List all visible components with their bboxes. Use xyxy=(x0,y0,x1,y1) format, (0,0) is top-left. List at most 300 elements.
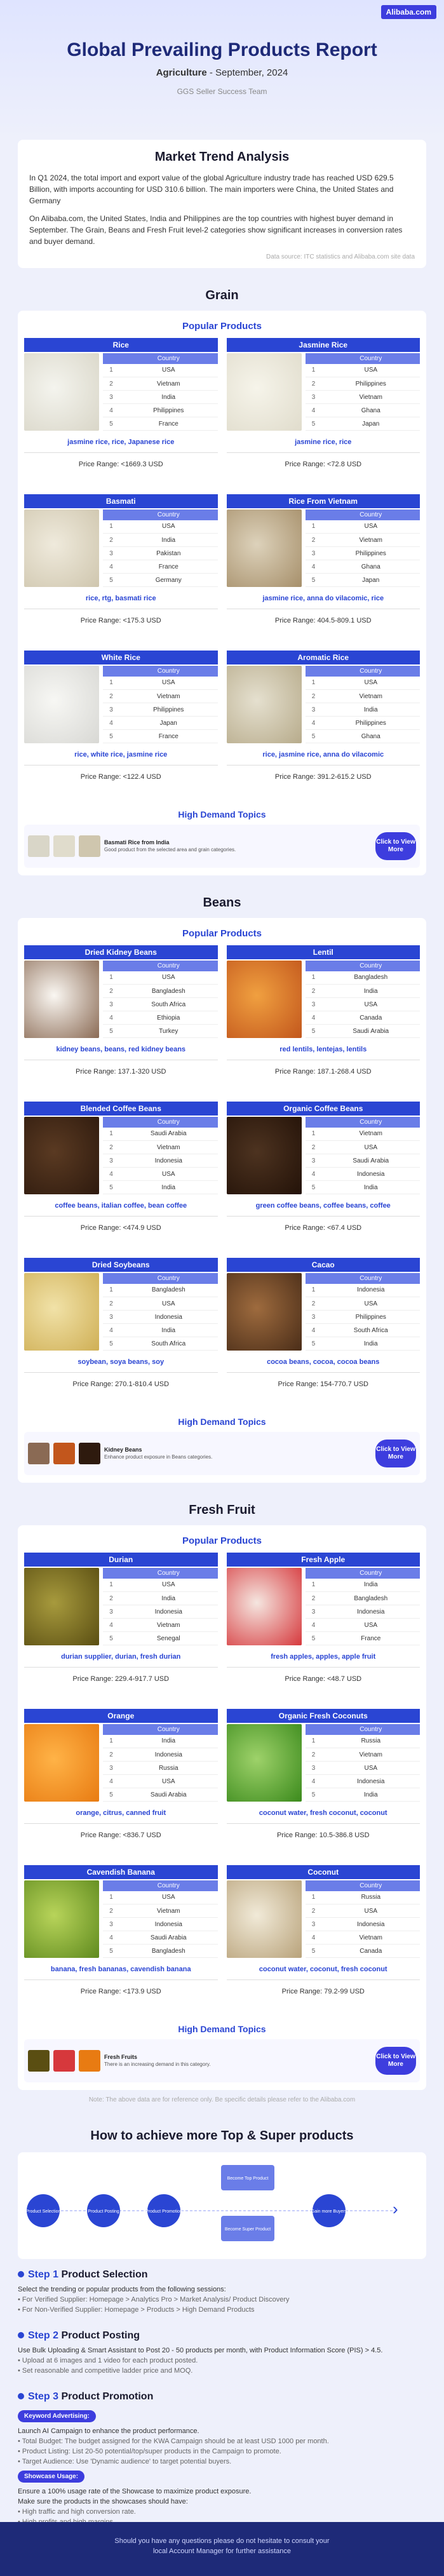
country-cell: Indonesia xyxy=(119,1605,218,1619)
country-cell: Bangladesh xyxy=(119,1945,218,1958)
flow-label-6: Gain more Buyers xyxy=(311,2209,347,2214)
product-image xyxy=(227,1273,302,1351)
table-row: 3 India xyxy=(306,703,420,717)
country-header: Country xyxy=(119,509,218,520)
sc-item-b: • High traffic and high conversion rate. xyxy=(18,2508,136,2516)
country-cell: Vietnam xyxy=(322,1748,420,1762)
country-header: Country xyxy=(322,1880,420,1891)
price-range: Price Range: 229.4-917.7 USD xyxy=(72,1675,170,1683)
product-keywords[interactable]: coconut water, fresh coconut, coconut xyxy=(227,1805,420,1824)
country-header: Country xyxy=(322,1568,420,1579)
table-row: 4 Japan xyxy=(103,717,218,730)
country-cell: USA xyxy=(322,1905,420,1918)
table-row: 3 USA xyxy=(306,1762,420,1775)
table-row: 3 Indonesia xyxy=(306,1605,420,1619)
country-table xyxy=(306,1568,420,1645)
country-header: Country xyxy=(119,1724,218,1735)
product-keywords[interactable]: kidney beans, beans, red kidney beans xyxy=(24,1042,218,1060)
country-cell: India xyxy=(322,1788,420,1802)
high-demand-topic xyxy=(24,825,420,868)
country-cell: Turkey xyxy=(119,1025,218,1038)
product-card[interactable] xyxy=(227,338,420,488)
kw-intro: Launch AI Campaign to enhance the product performance. xyxy=(18,2427,199,2435)
kw-item-b: • Product Listing: List 20-50 potential/top/super products in the Campaign to promote. xyxy=(18,2448,281,2455)
product-card[interactable] xyxy=(227,651,420,800)
topic-text xyxy=(104,2054,372,2068)
topic-thumbnail xyxy=(53,2050,75,2072)
table-row: 2 India xyxy=(103,1592,218,1605)
country-header: Country xyxy=(322,509,420,520)
price-range: Price Range: <48.7 USD xyxy=(285,1675,362,1683)
country-cell: Saudi Arabia xyxy=(119,1128,218,1141)
high-demand-title: High Demand Topics xyxy=(178,809,266,819)
report-title: Global Prevailing Products Report xyxy=(67,39,377,60)
product-image xyxy=(24,509,99,587)
country-cell: USA xyxy=(322,1297,420,1311)
step-1-title: Product Selection xyxy=(61,2269,148,2280)
price-range: Price Range: <72.8 USD xyxy=(285,461,362,468)
product-keywords[interactable]: fresh apples, apples, apple fruit xyxy=(227,1649,420,1668)
table-row: 2 Vietnam xyxy=(103,1141,218,1154)
price-range: Price Range: <175.3 USD xyxy=(80,617,161,624)
product-name: Jasmine Rice xyxy=(227,338,420,352)
product-keywords[interactable]: green coffee beans, coffee beans, coffee xyxy=(227,1198,420,1217)
popular-products-title: Popular Products xyxy=(182,928,262,939)
table-row: 4 Philippines xyxy=(306,717,420,730)
country-cell: Japan xyxy=(119,717,218,730)
table-row: 4 Philippines xyxy=(103,404,218,417)
table-row: 3 Russia xyxy=(103,1762,218,1775)
table-row: 5 Japan xyxy=(306,574,420,587)
topic-thumbnail xyxy=(53,1443,75,1464)
table-row: 2 Vietnam xyxy=(103,1905,218,1918)
price-range: Price Range: 270.1-810.4 USD xyxy=(72,1380,170,1388)
country-cell: USA xyxy=(322,520,420,534)
country-table xyxy=(306,509,420,587)
price-range: Price Range: 154-770.7 USD xyxy=(278,1380,368,1388)
country-cell: India xyxy=(322,703,420,717)
table-row: 5 India xyxy=(306,1181,420,1194)
step-1-intro: Select the trending or popular products from the following sessions: xyxy=(18,2286,226,2293)
country-cell: Vietnam xyxy=(119,690,218,703)
product-name: Organic Coffee Beans xyxy=(227,1102,420,1116)
country-cell: Bangladesh xyxy=(322,1592,420,1605)
table-row: 3 Philippines xyxy=(103,703,218,717)
country-cell: Saudi Arabia xyxy=(119,1788,218,1802)
product-card[interactable] xyxy=(227,1709,420,1859)
product-name: Cavendish Banana xyxy=(24,1865,218,1879)
country-cell: Indonesia xyxy=(119,1748,218,1762)
country-cell: South Africa xyxy=(119,998,218,1011)
high-demand-topic xyxy=(24,1432,420,1475)
country-cell: Indonesia xyxy=(322,1775,420,1788)
country-cell: USA xyxy=(322,1141,420,1154)
country-cell: Canada xyxy=(322,1011,420,1025)
subtitle-date: - September, 2024 xyxy=(206,67,288,78)
country-cell: South Africa xyxy=(322,1324,420,1337)
step-3-title: Product Promotion xyxy=(61,2391,154,2402)
product-keywords[interactable]: rice, rtg, basmati rice xyxy=(24,591,218,609)
country-header: Country xyxy=(119,1568,218,1579)
footer-line-2: local Account Manager for further assistance xyxy=(152,2547,292,2555)
country-cell: India xyxy=(322,1337,420,1351)
country-table xyxy=(103,666,218,743)
growth-flow-diagram xyxy=(18,2152,426,2259)
product-image xyxy=(24,1273,99,1351)
product-card[interactable] xyxy=(24,1709,218,1859)
country-header: Country xyxy=(119,1880,218,1891)
country-cell: Vietnam xyxy=(119,1141,218,1154)
table-row: 1 India xyxy=(103,1735,218,1748)
table-row: 5 Senegal xyxy=(103,1632,218,1645)
product-keywords[interactable]: coffee beans, italian coffee, bean coffee xyxy=(24,1198,218,1217)
topic-thumbnail xyxy=(79,2050,100,2072)
country-cell: USA xyxy=(322,364,420,377)
price-range: Price Range: 391.2-615.2 USD xyxy=(274,773,372,781)
product-name: Dried Soybeans xyxy=(24,1258,218,1272)
table-row: 2 Vietnam xyxy=(306,1748,420,1762)
country-cell: Vietnam xyxy=(322,690,420,703)
view-more-button[interactable]: Click to View More xyxy=(375,1440,416,1467)
country-header: Country xyxy=(119,666,218,677)
product-card[interactable] xyxy=(24,1258,218,1408)
product-name: White Rice xyxy=(24,651,218,664)
high-demand-title: High Demand Topics xyxy=(178,2024,266,2034)
country-cell: USA xyxy=(119,1297,218,1311)
product-card[interactable] xyxy=(24,494,218,644)
table-row: 5 Saudi Arabia xyxy=(103,1788,218,1802)
flow-label-5: Become Super Product xyxy=(224,2227,271,2232)
product-name: Aromatic Rice xyxy=(227,651,420,664)
table-row: 3 USA xyxy=(306,998,420,1011)
country-cell: India xyxy=(119,1181,218,1194)
country-cell: Philippines xyxy=(322,1311,420,1324)
product-image xyxy=(24,666,99,743)
product-image xyxy=(24,1568,99,1645)
table-row: 5 France xyxy=(103,417,218,431)
table-row: 1 Vietnam xyxy=(306,1128,420,1141)
table-row: 2 Vietnam xyxy=(103,377,218,391)
section-1 xyxy=(18,918,426,1483)
country-header: Country xyxy=(322,353,420,364)
country-cell: France xyxy=(119,730,218,743)
country-cell: Saudi Arabia xyxy=(119,1931,218,1945)
step-2: Step 2 Product Posting Use Bulk Uploading & Smart Assistant to Post 20 - 50 products per month, with Product Information Score (PIS) > 4.5. • Upload at 6 images and 1 video for each product posted. • Set reasonable and competitive ladder price and MOQ. xyxy=(0,2320,444,2381)
country-cell: USA xyxy=(119,1168,218,1181)
topic-text xyxy=(104,1446,372,1460)
product-card[interactable] xyxy=(24,945,218,1095)
product-card[interactable] xyxy=(24,1102,218,1251)
country-header: Country xyxy=(119,961,218,971)
step-3: Step 3 Product Promotion Keyword Advertising: Launch AI Campaign to enhance the product performance. • Total Budget: The budget assigned for the KWA Campaign should be at least USD 1000 per month. • Product Listing: List 20-50 potential/top/super products in the Campaign to promote. • Target Audience: Use 'Dynamic audience' to target potential buyers. Showcase Usage: Ensure a 100% usage rate of the Showcase to maximize product exposure. Make sure the products in the showcases should have: • High traffic and high conversion rate. xyxy=(0,2381,444,2542)
product-image xyxy=(24,961,99,1038)
table-row: 1 USA xyxy=(306,520,420,534)
country-table xyxy=(306,353,420,431)
table-row: 2 Vietnam xyxy=(103,690,218,703)
product-name: Organic Fresh Coconuts xyxy=(227,1709,420,1723)
country-cell: India xyxy=(119,1324,218,1337)
country-cell: Indonesia xyxy=(119,1311,218,1324)
table-row: 3 India xyxy=(103,391,218,404)
product-keywords[interactable]: orange, citrus, canned fruit xyxy=(24,1805,218,1824)
country-cell: Germany xyxy=(119,574,218,587)
table-row: 5 Germany xyxy=(103,574,218,587)
table-row: 3 Philippines xyxy=(306,1311,420,1324)
table-row: 2 Indonesia xyxy=(103,1748,218,1762)
product-name: Rice xyxy=(24,338,218,352)
price-range: Price Range: <67.4 USD xyxy=(285,1224,362,1232)
country-cell: India xyxy=(119,534,218,547)
price-range: Price Range: <173.9 USD xyxy=(80,1988,161,1995)
country-cell: Vietnam xyxy=(322,534,420,547)
country-cell: Philippines xyxy=(322,717,420,730)
section-title: Beans xyxy=(203,896,241,910)
table-row: 3 Indonesia xyxy=(103,1605,218,1619)
table-row: 5 South Africa xyxy=(103,1337,218,1351)
country-cell: USA xyxy=(119,677,218,690)
high-demand-title: High Demand Topics xyxy=(178,1417,266,1427)
report-subtitle xyxy=(0,67,444,78)
flow-label-4: Become Top Product xyxy=(227,2176,269,2181)
country-header: Country xyxy=(322,666,420,677)
sc-item-a: Make sure the products in the showcases should have: xyxy=(18,2498,188,2505)
price-range: Price Range: <1669.3 USD xyxy=(78,461,163,468)
product-image xyxy=(227,1568,302,1645)
product-card[interactable] xyxy=(227,1102,420,1251)
report-header xyxy=(0,0,444,140)
country-table xyxy=(103,1568,218,1645)
country-table xyxy=(103,353,218,431)
country-cell: Indonesia xyxy=(119,1918,218,1931)
country-cell: Vietnam xyxy=(322,1931,420,1945)
table-row: 3 Vietnam xyxy=(306,391,420,404)
country-cell: France xyxy=(322,1632,420,1645)
product-image xyxy=(24,353,99,431)
product-card[interactable] xyxy=(24,1865,218,2015)
table-row: 5 India xyxy=(103,1181,218,1194)
country-table xyxy=(103,961,218,1038)
table-row: 5 France xyxy=(306,1632,420,1645)
table-row: 4 Canada xyxy=(306,1011,420,1025)
product-card[interactable] xyxy=(24,338,218,488)
table-row: 1 USA xyxy=(306,677,420,690)
topic-thumbnail xyxy=(28,2050,50,2072)
product-name: Lentil xyxy=(227,945,420,959)
country-cell: Ghana xyxy=(322,730,420,743)
price-range: Price Range: <474.9 USD xyxy=(80,1224,161,1232)
price-range: Price Range: 404.5-809.1 USD xyxy=(274,617,372,624)
price-range: Price Range: 10.5-386.8 USD xyxy=(276,1831,370,1839)
country-cell: Japan xyxy=(322,417,420,431)
table-row: 5 Japan xyxy=(306,417,420,431)
country-cell: USA xyxy=(119,520,218,534)
country-cell: USA xyxy=(322,998,420,1011)
country-cell: Indonesia xyxy=(322,1918,420,1931)
country-cell: USA xyxy=(119,1891,218,1905)
product-name: Rice From Vietnam xyxy=(227,494,420,508)
table-row: 1 Bangladesh xyxy=(306,971,420,985)
country-header: Country xyxy=(322,1724,420,1735)
flow-label-1: Product Selection xyxy=(25,2209,61,2214)
table-row: 5 Saudi Arabia xyxy=(306,1025,420,1038)
country-cell: Bangladesh xyxy=(119,985,218,998)
table-row: 1 USA xyxy=(103,677,218,690)
product-keywords[interactable]: red lentils, lentejas, lentils xyxy=(227,1042,420,1060)
topic-description: Enhance product exposure in Beans categories. xyxy=(104,1454,213,1460)
topic-thumbnail xyxy=(79,1443,100,1464)
product-image xyxy=(227,353,302,431)
product-keywords[interactable]: soybean, soya beans, soy xyxy=(24,1354,218,1373)
country-cell: Bangladesh xyxy=(322,971,420,985)
country-cell: Philippines xyxy=(322,547,420,560)
product-name: Durian xyxy=(24,1553,218,1567)
table-row: 5 Bangladesh xyxy=(103,1945,218,1958)
product-card[interactable] xyxy=(24,1553,218,1703)
country-table xyxy=(306,666,420,743)
table-row: 3 Indonesia xyxy=(103,1311,218,1324)
country-header: Country xyxy=(119,1273,218,1284)
section-title: Grain xyxy=(205,288,239,302)
table-row: 2 USA xyxy=(306,1905,420,1918)
table-row: 1 USA xyxy=(103,971,218,985)
step-1-item-a: • For Verified Supplier: Homepage > Analytics Pro > Market Analysis/ Product Discovery xyxy=(18,2296,290,2303)
table-row: 5 Ghana xyxy=(306,730,420,743)
step-2-item-a: • Upload at 6 images and 1 video for each product posted. xyxy=(18,2357,198,2364)
table-row: 3 Indonesia xyxy=(306,1918,420,1931)
table-row: 4 Indonesia xyxy=(306,1775,420,1788)
topic-description: There is an increasing demand in this category. xyxy=(104,2061,211,2067)
product-keywords[interactable]: rice, white rice, jasmine rice xyxy=(24,747,218,765)
view-more-button[interactable]: Click to View More xyxy=(375,832,416,860)
country-cell: Ghana xyxy=(322,404,420,417)
country-cell: USA xyxy=(322,1762,420,1775)
product-card[interactable] xyxy=(227,1258,420,1408)
kw-item-c: • Target Audience: Use 'Dynamic audience' to target potential buyers. xyxy=(18,2458,232,2465)
product-keywords[interactable]: durian supplier, durian, fresh durian xyxy=(24,1649,218,1668)
product-card[interactable] xyxy=(227,945,420,1095)
country-cell: Indonesia xyxy=(119,1154,218,1168)
country-cell: India xyxy=(119,391,218,404)
section-2 xyxy=(18,1525,426,2090)
topic-thumbnail xyxy=(28,835,50,857)
country-cell: USA xyxy=(322,1619,420,1632)
table-row: 4 Ethiopia xyxy=(103,1011,218,1025)
footer xyxy=(0,2522,444,2576)
product-name: Cacao xyxy=(227,1258,420,1272)
country-cell: Vietnam xyxy=(119,1619,218,1632)
country-header: Country xyxy=(322,1273,420,1284)
country-table xyxy=(103,1724,218,1802)
keyword-advertising-badge: Keyword Advertising: xyxy=(18,2410,96,2422)
product-card[interactable] xyxy=(227,1865,420,2015)
product-image xyxy=(227,961,302,1038)
price-range: Price Range: 137.1-320 USD xyxy=(76,1068,166,1076)
table-row: 1 USA xyxy=(103,1579,218,1592)
data-source: Data source: ITC statistics and Alibaba.com site data xyxy=(266,253,415,260)
alibaba-logo[interactable]: Alibaba.com xyxy=(381,5,436,19)
flow-label-2: Product Posting xyxy=(88,2209,119,2214)
product-keywords[interactable]: rice, jasmine rice, anna do vilacomic xyxy=(227,747,420,765)
table-row: 4 Saudi Arabia xyxy=(103,1931,218,1945)
table-row: 1 India xyxy=(306,1579,420,1592)
country-header: Country xyxy=(322,961,420,971)
bullet-icon xyxy=(18,2393,24,2399)
country-cell: Bangladesh xyxy=(119,1284,218,1297)
table-row: 3 Indonesia xyxy=(103,1918,218,1931)
table-row: 4 Vietnam xyxy=(306,1931,420,1945)
country-cell: Russia xyxy=(322,1735,420,1748)
product-name: Coconut xyxy=(227,1865,420,1879)
country-cell: Vietnam xyxy=(119,1905,218,1918)
product-keywords[interactable]: cocoa beans, cocoa, cocoa beans xyxy=(227,1354,420,1373)
table-row: 5 Canada xyxy=(306,1945,420,1958)
step-2-item-b: • Set reasonable and competitive ladder price and MOQ. xyxy=(18,2367,193,2375)
product-image xyxy=(24,1880,99,1958)
country-cell: USA xyxy=(119,1579,218,1592)
product-image xyxy=(24,1724,99,1802)
product-card[interactable] xyxy=(227,494,420,644)
showcase-badge: Showcase Usage: xyxy=(18,2471,84,2483)
country-table xyxy=(103,509,218,587)
country-cell: USA xyxy=(322,677,420,690)
product-name: Fresh Apple xyxy=(227,1553,420,1567)
table-row: 1 USA xyxy=(103,520,218,534)
country-cell: France xyxy=(119,560,218,574)
market-paragraph-2: On Alibaba.com, the United States, India and Philippines are the top countries with highest buyer demand in September. The Grain, Beans and Fresh Fruit level-2 categories show significant increases in conversion rates and buyer demand. xyxy=(29,214,403,246)
topic-thumbnail xyxy=(28,1443,50,1464)
table-row: 2 USA xyxy=(306,1141,420,1154)
product-keywords[interactable]: jasmine rice, rice xyxy=(227,435,420,453)
table-row: 1 Saudi Arabia xyxy=(103,1128,218,1141)
high-demand-topic xyxy=(24,2039,420,2082)
country-cell: Japan xyxy=(322,574,420,587)
chevron-right-icon: › xyxy=(393,2199,398,2218)
product-card[interactable] xyxy=(24,651,218,800)
table-row: 1 USA xyxy=(306,364,420,377)
product-card[interactable] xyxy=(227,1553,420,1703)
country-cell: Senegal xyxy=(119,1632,218,1645)
view-more-button[interactable]: Click to View More xyxy=(375,2047,416,2075)
table-row: 1 Russia xyxy=(306,1891,420,1905)
country-table xyxy=(103,1273,218,1351)
table-row: 1 USA xyxy=(103,364,218,377)
table-row: 3 Saudi Arabia xyxy=(306,1154,420,1168)
product-name: Orange xyxy=(24,1709,218,1723)
country-cell: Ghana xyxy=(322,560,420,574)
country-cell: Russia xyxy=(322,1891,420,1905)
flow-label-3: Product Promotion xyxy=(145,2209,182,2214)
sc-intro: Ensure a 100% usage rate of the Showcase to maximize product exposure. xyxy=(18,2488,252,2495)
country-table xyxy=(306,1117,420,1194)
price-range: Price Range: <122.4 USD xyxy=(80,773,161,781)
product-image xyxy=(227,1724,302,1802)
market-trend-title: Market Trend Analysis xyxy=(154,150,290,164)
product-keywords[interactable]: coconut water, coconut, fresh coconut xyxy=(227,1962,420,1980)
topic-description: Good product from the selected area and grain categories. xyxy=(104,847,236,853)
product-image xyxy=(227,509,302,587)
country-cell: France xyxy=(119,417,218,431)
footer-line-1: Should you have any questions please do not hesitate to consult your xyxy=(114,2537,330,2545)
table-row: 2 Vietnam xyxy=(306,690,420,703)
popular-products-title: Popular Products xyxy=(182,321,262,332)
product-keywords[interactable]: banana, fresh bananas, cavendish banana xyxy=(24,1962,218,1980)
flow-svg xyxy=(18,2152,426,2259)
table-row: 2 USA xyxy=(103,1297,218,1311)
country-table xyxy=(306,1880,420,1958)
product-keywords[interactable]: jasmine rice, anna do vilacomic, rice xyxy=(227,591,420,609)
product-keywords[interactable]: jasmine rice, rice, Japanese rice xyxy=(24,435,218,453)
table-row: 5 India xyxy=(306,1337,420,1351)
